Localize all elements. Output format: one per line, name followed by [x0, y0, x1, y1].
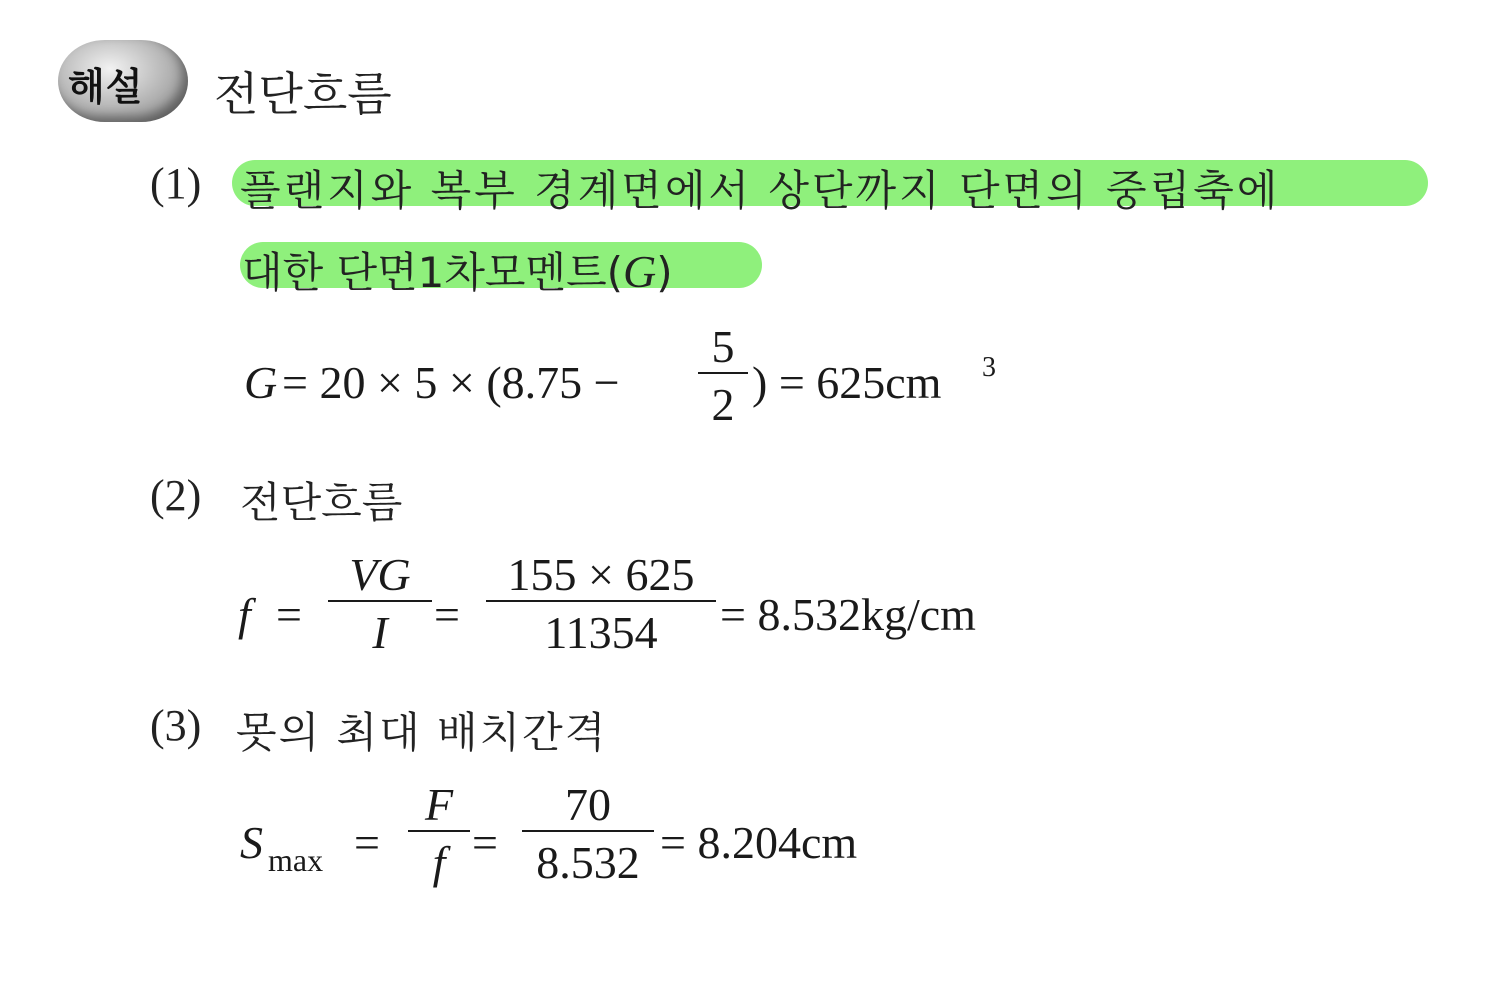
step1-line2-var: G	[623, 246, 657, 297]
eq3-eq1: =	[354, 817, 380, 868]
step2-title: 전단흐름	[240, 478, 403, 527]
eq2-lhs: f	[238, 589, 251, 640]
step1-line1: 플랜지와 복부 경계면에서 상단까지 단면의 중립축에	[240, 166, 1281, 215]
eq2-fraction2	[486, 550, 716, 658]
eq3-rhs: = 8.204cm	[660, 817, 858, 868]
eq1-sup: 3	[982, 352, 996, 383]
eq1-expr: = 20 × 5 × (8.75 −	[282, 357, 620, 408]
eq3-fraction2	[522, 780, 654, 888]
step3-title: 못의 최대 배치간격	[236, 708, 608, 757]
eq2-rhs: = 8.532kg/cm	[720, 589, 976, 640]
eq3-eq2: =	[472, 817, 498, 868]
eq2-frac1-num: VG	[349, 549, 411, 600]
step1-line2-text: 대한 단면1차모멘트(	[242, 248, 624, 297]
eq1-frac-den: 2	[698, 372, 748, 430]
eq3-frac2-den: 8.532	[522, 830, 654, 888]
eq3-fraction1	[408, 780, 470, 888]
solution-badge-label: 해설	[68, 65, 144, 109]
eq3-frac1-den: f	[408, 830, 470, 888]
section-title: 전단흐름	[214, 67, 392, 121]
eq2-frac2-num: 155 × 625	[507, 549, 695, 600]
eq2-eq2: =	[434, 589, 460, 640]
step1-line2-close: )	[656, 248, 673, 297]
step3-marker: (3)	[150, 701, 202, 750]
eq3-frac2-num: 70	[565, 779, 611, 830]
eq3-frac1-num: F	[424, 779, 454, 830]
eq1-fraction	[698, 322, 748, 430]
eq2-eq1: =	[276, 589, 302, 640]
eq3-sub: max	[268, 842, 324, 878]
step2-marker: (2)	[150, 471, 202, 520]
eq3-lhs: S	[240, 817, 263, 868]
step1-line2	[242, 240, 673, 300]
eq1-frac-num: 5	[711, 321, 735, 372]
eq1-lhs: G	[244, 357, 278, 408]
step1-marker: (1)	[150, 159, 202, 208]
eq2-fraction1	[328, 550, 432, 658]
eq2-frac2-den: 11354	[486, 600, 716, 658]
eq2-frac1-den: I	[328, 600, 432, 658]
eq1-rhs: ) = 625cm	[752, 357, 942, 408]
